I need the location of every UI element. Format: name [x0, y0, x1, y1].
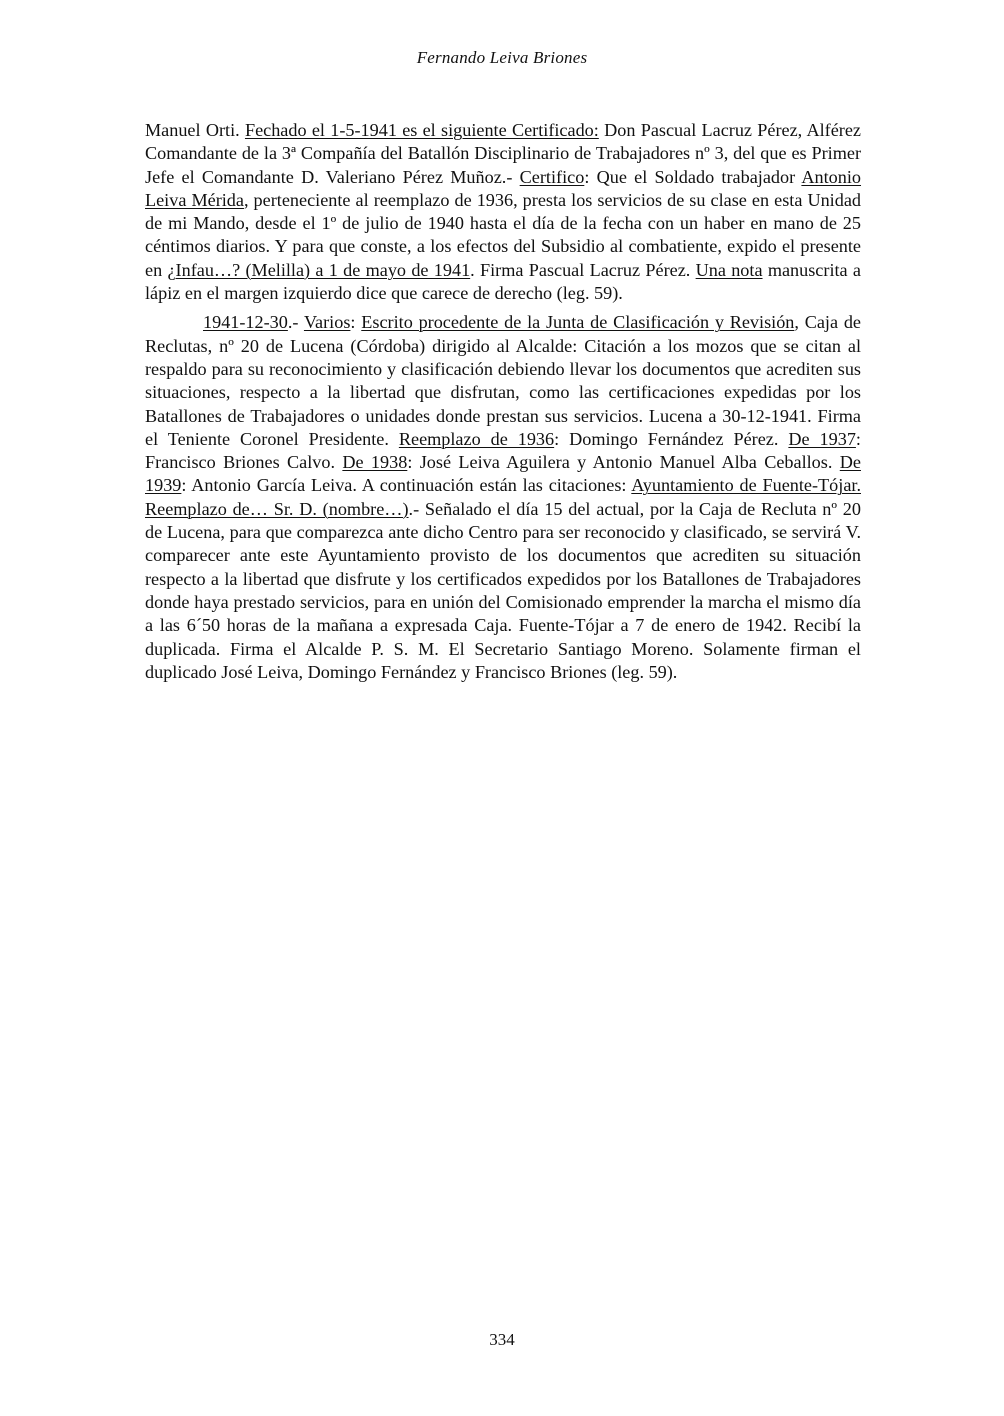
- paragraph-certificado: [145, 119, 861, 305]
- text-span: Don Pascual Lacruz Pérez, Alférez Comandante de la 3ª Compañía del Batallón Disciplinario de Trabajadores nº 3, del que es Primer Jefe el Comandante D. Valeriano Pérez Muñoz.-: [145, 120, 862, 187]
- text-span: : Francisco Briones Calvo.: [145, 428, 861, 473]
- text-span: Manuel Orti.: [145, 120, 245, 140]
- underlined-span: Ayuntamiento de Fuente-Tójar. Reemplazo de… Sr. D. (nombre…): [145, 475, 861, 519]
- underlined-span: 1941-12-30: [203, 312, 288, 333]
- text-span: . Firma Pascual Lacruz Pérez.: [470, 259, 696, 280]
- text-span: .- Señalado el día 15 del actual, por la Caja de Recluta nº 20 de Lucena, para que comparezca ante dicho Centro para ser reconocido y clasificado, se servirá V. comparecer ante este Ayuntamiento provisto de los documentos que acrediten su situación respecto a la libertad que disfrute y los certificados expedidos por los Batallones de Trabajadores donde haya prestado servicios, para en unión del Comisionado emprender la marcha el mismo día a las 6´50 horas de la mañana a expresada Caja. Fuente-Tójar a 7 de enero de 1942. Recibí la duplicada. Firma el Alcalde P. S. M. El Secretario Santiago Moreno. Solamente firman el duplicado José Leiva, Domingo Fernández y Francisco Briones (leg. 59).: [145, 498, 861, 682]
- text-span: : Que el Soldado trabajador: [584, 166, 802, 187]
- underlined-span: ¿Infau…? (Melilla) a 1 de mayo de 1941: [167, 259, 471, 280]
- text-span: manuscrita a lápiz en el margen izquierdo dice que carece de derecho (leg. 59).: [145, 259, 861, 304]
- underlined-span: Certifico: [519, 166, 585, 187]
- text-span: : Domingo Fernández Pérez.: [554, 428, 789, 449]
- text-span: : Antonio García Leiva. A continuación están las citaciones:: [181, 475, 632, 496]
- text-span: : José Leiva Aguilera y Antonio Manuel Alba Ceballos.: [407, 452, 840, 473]
- underlined-span: De 1939: [145, 452, 861, 496]
- underlined-span: Una nota: [695, 259, 763, 280]
- underlined-span: Antonio Leiva Mérida: [145, 166, 862, 210]
- text-span: .-: [287, 312, 304, 333]
- page-number: 334: [489, 1330, 515, 1349]
- underlined-span: De 1937: [788, 428, 856, 449]
- body-text: [145, 119, 861, 684]
- text-span: :: [350, 312, 362, 333]
- underlined-span: Varios: [303, 312, 351, 333]
- underlined-span: Reemplazo de 1936: [398, 428, 555, 449]
- paragraph-varios: [145, 311, 861, 684]
- text-span: , perteneciente al reemplazo de 1936, presta los servicios de su clase en esta Unidad de mi Mando, desde el 1º de julio de 1940 hasta el día de la fecha con un haber en mano de 25 céntimos diarios. Y para que conste, a los efectos del Subsidio al combatiente, expido el presente en: [145, 189, 861, 280]
- underlined-span: Escrito procedente de la Junta de Clasificación y Revisión: [361, 312, 795, 333]
- running-header-author: Fernando Leiva Briones: [416, 48, 588, 67]
- text-span: , Caja de Reclutas, nº 20 de Lucena (Córdoba) dirigido al Alcalde: Citación a los mozos que se citan al respaldo para su reconocimiento y clasificación debiendo llevar los documentos que acrediten sus situaciones, respecto a la libertad que disfrutan, como las certificaciones expedidas por los Batallones de Trabajadores o unidades donde prestan sus servicios. Lucena a 30-12-1941. Firma el Teniente Coronel Presidente.: [145, 312, 861, 449]
- underlined-span: Fechado el 1-5-1941 es el siguiente Certificado:: [244, 120, 599, 140]
- underlined-span: De 1938: [342, 452, 408, 473]
